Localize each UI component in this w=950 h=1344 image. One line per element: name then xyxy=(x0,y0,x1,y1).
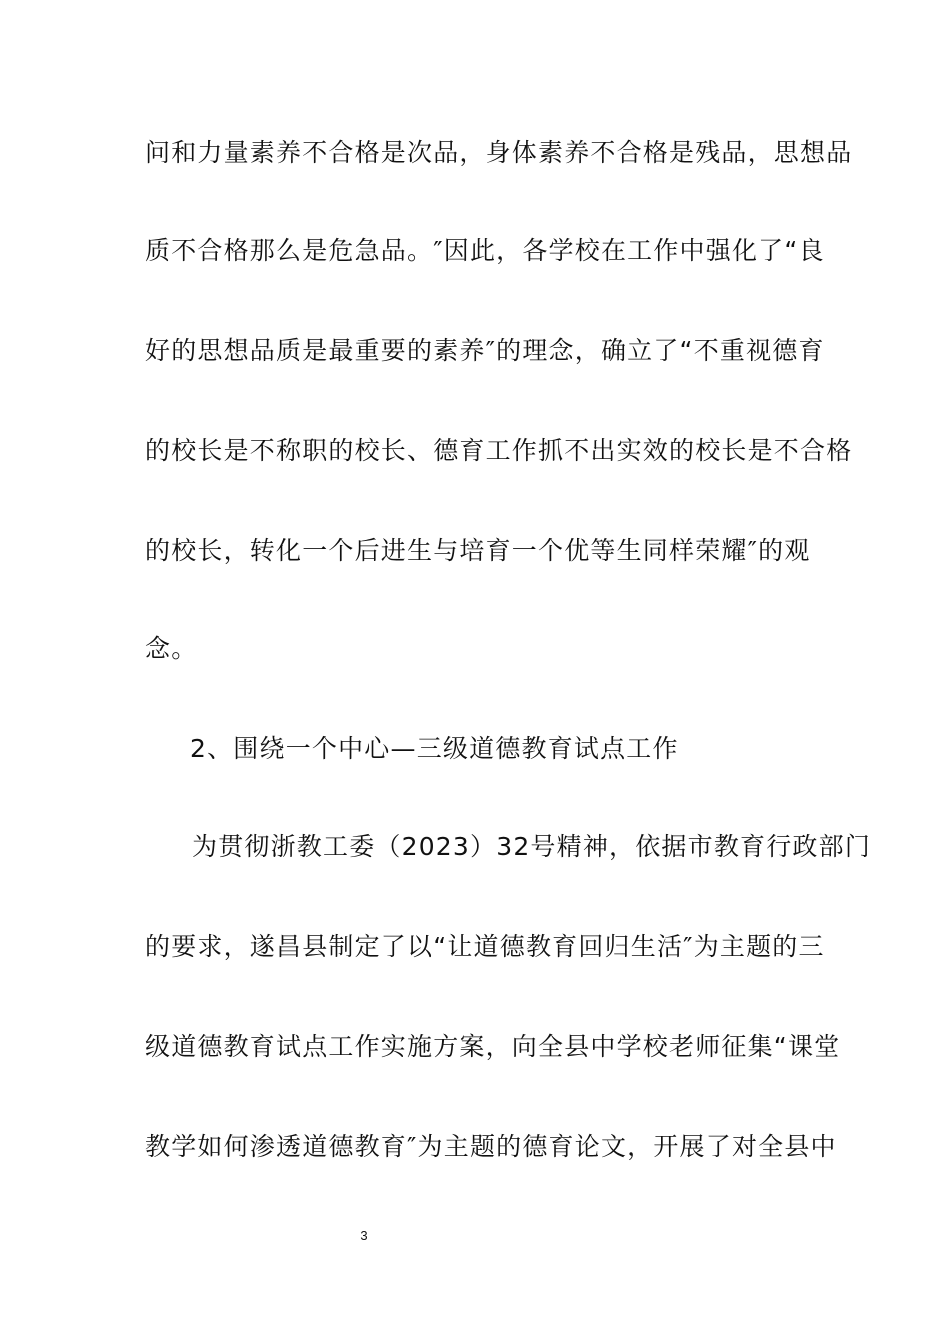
paragraph-line: 好的思想品质是最重要的素养″的理念，确立了“不重视德育 xyxy=(145,336,825,365)
section-heading: 2、围绕一个中心—三级道德教育试点工作 xyxy=(190,734,679,763)
paragraph-line: 质不合格那么是危急品。″因此，各学校在工作中强化了“良 xyxy=(145,236,825,265)
paragraph-line: 念。 xyxy=(145,634,198,663)
paragraph-line: 级道德教育试点工作实施方案，向全县中学校老师征集“课堂 xyxy=(145,1032,841,1061)
paragraph-line: 的校长是不称职的校长、德育工作抓不出实效的校长是不合格 xyxy=(145,436,853,465)
paragraph-line: 的要求，遂昌县制定了以“让道德教育回归生活″为主题的三 xyxy=(145,932,825,961)
paragraph-line: 教学如何渗透道德教育″为主题的德育论文，开展了对全县中 xyxy=(145,1132,837,1161)
paragraph-line: 问和力量素养不合格是次品，身体素养不合格是残品，思想品 xyxy=(145,138,853,167)
paragraph-line: 为贯彻浙教工委（2023）32号精神，依据市教育行政部门 xyxy=(192,832,872,861)
paragraph-line: 的校长，转化一个后进生与培育一个优等生同样荣耀″的观 xyxy=(145,536,811,565)
page-number: 3 xyxy=(360,1228,368,1243)
